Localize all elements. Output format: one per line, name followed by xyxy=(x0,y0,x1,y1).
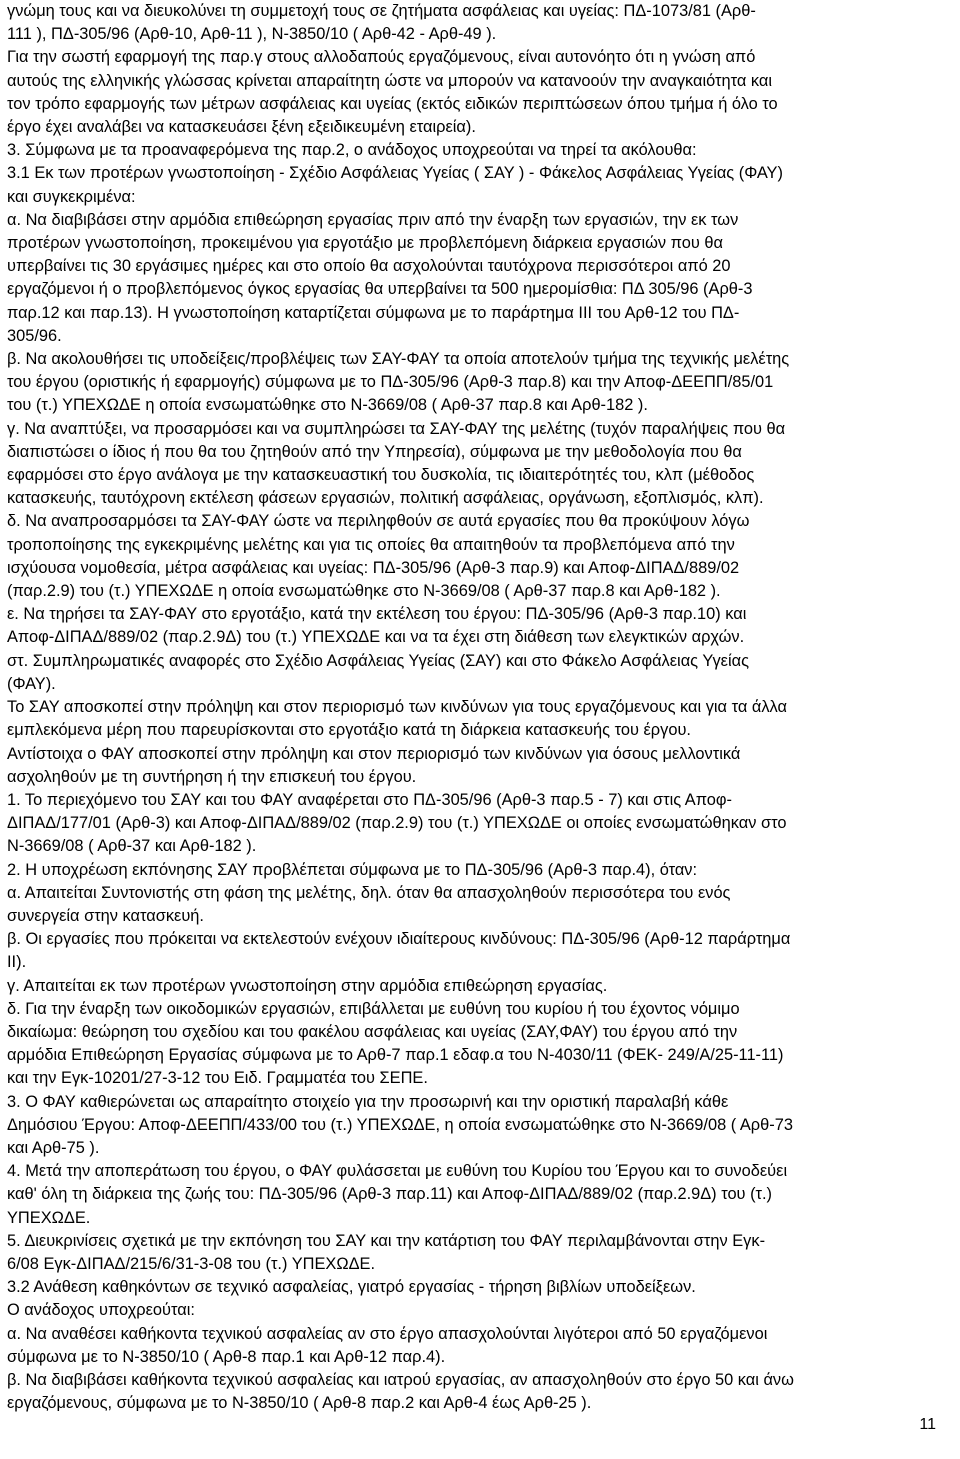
text-line: γνώμη τους και να διευκολύνει τη συμμετοχή τους σε ζητήματα ασφάλειας και υγείας: ΠΔ-1073/81 (Αρθ- xyxy=(7,2,756,20)
text-line: 3. Σύμφωνα με τα προαναφερόμενα της παρ.2, ο ανάδοχος υποχρεούται να τηρεί τα ακόλουθα: xyxy=(7,141,697,160)
text-line: γ. Να αναπτύξει, να προσαρμόσει και να συμπληρώσει τα ΣΑΥ-ΦΑΥ της μελέτης (τυχόν παραλήψεις που θα xyxy=(7,419,786,438)
text-line: 111 ), ΠΔ-305/96 (Αρθ-10, Αρθ-11 ), Ν-3850/10 ( Αρθ-42 - Αρθ-49 ). xyxy=(7,25,497,44)
text-line: Αποφ-ΔΙΠΑΔ/889/02 (παρ.2.9Δ) του (τ.) ΥΠΕΧΩΔΕ και να τα έχει στη διάθεση των ελεγκτικών αρχών. xyxy=(7,628,745,647)
text-line: ΙΙ). xyxy=(7,953,27,972)
text-line: Ο ανάδοχος υποχρεούται: xyxy=(7,1301,195,1320)
text-line: και την Εγκ-10201/27-3-12 του Ειδ. Γραμματέα του ΣΕΠΕ. xyxy=(7,1069,428,1088)
text-line: α. Να αναθέσει καθήκοντα τεχνικού ασφαλείας αν στο έργο απασχολούνται λιγότεροι από 50 εργαζόμενοι xyxy=(7,1324,768,1343)
text-line: διαπιστώσει ο ίδιος ή που θα του ζητηθούν από την Υπηρεσία), σύμφωνα με την μεθοδολογία που θα xyxy=(7,442,742,461)
text-line: 4. Μετά την αποπεράτωση του έργου, ο ΦΑΥ φυλάσσεται με ευθύνη του Κυρίου του Έργου και το συνοδεύει xyxy=(7,1162,788,1181)
text-line: εφαρμόσει στο έργο ανάλογα με την κατασκευαστική του δυσκολία, τις ιδιαιτερότητές του, κλπ (μέθοδος xyxy=(7,466,755,485)
text-line: σύμφωνα με το Ν-3850/10 ( Αρθ-8 παρ.1 και Αρθ-12 παρ.4). xyxy=(7,1347,446,1366)
text-line: ΥΠΕΧΩΔΕ. xyxy=(7,1208,91,1227)
text-line: υπερβαίνει τις 30 εργάσιμες ημέρες και στο οποίο θα ασχολούνται ταυτόχρονα περισσότεροι από 20 xyxy=(7,257,731,276)
text-line: β. Οι εργασίες που πρόκειται να εκτελεστούν ενέχουν ιδιαίτερους κινδύνους: ΠΔ-305/96 (Αρθ-12 παράρτημα xyxy=(7,930,791,949)
text-line: εργαζόμενοι ή ο προβλεπόμενος όγκος εργασίας θα υπερβαίνει τα 500 ημερομίσθια: ΠΔ 305/96 (Αρθ-3 xyxy=(7,280,753,299)
text-line: γ. Απαιτείται εκ των προτέρων γνωστοποίηση στην αρμόδια επιθεώρηση εργασίας. xyxy=(7,976,608,995)
text-line: Δημόσιου Έργου: Αποφ-ΔΕΕΠΠ/433/00 του (τ.) ΥΠΕΧΩΔΕ, η οποία ενσωματώθηκε στο Ν-3669/08 ( Αρθ-73 xyxy=(7,1115,793,1134)
text-line: 6/08 Εγκ-ΔΙΠΑΔ/215/6/31-3-08 του (τ.) ΥΠΕΧΩΔΕ. xyxy=(7,1254,376,1273)
text-line: αρμόδια Επιθεώρηση Εργασίας σύμφωνα με το Αρθ-7 παρ.1 εδαφ.α του Ν-4030/11 (ΦΕΚ- 249/Α/25-11-11) xyxy=(7,1046,784,1065)
text-line: δ. Για την έναρξη των οικοδομικών εργασιών, επιβάλλεται με ευθύνη του κυρίου ή του έχοντος νόμιμο xyxy=(7,999,740,1018)
text-line: του (τ.) ΥΠΕΧΩΔΕ η οποία ενσωματώθηκε στο Ν-3669/08 ( Αρθ-37 παρ.8 και Αρθ-182 ). xyxy=(7,396,648,415)
text-line: συνεργεία στην κατασκευή. xyxy=(7,906,204,925)
text-line: Το ΣΑΥ αποσκοπεί στην πρόληψη και στον περιορισμό των κινδύνων για τους εργαζόμενους και για τα άλλα xyxy=(7,698,787,717)
text-line: κατασκευής, ταυτόχρονη εκτέλεση φάσεων εργασιών, πολιτική ασφάλειας, οργάνωση, εξοπλισμός, κλπ). xyxy=(7,489,764,508)
text-line: 305/96. xyxy=(7,326,62,345)
text-line: στ. Συμπληρωματικές αναφορές στο Σχέδιο Ασφάλειας Υγείας (ΣΑΥ) και στο Φάκελο Ασφάλειας Υγείας xyxy=(7,651,750,670)
text-line: Για την σωστή εφαρμογή της παρ.γ στους αλλοδαπούς εργαζόμενους, είναι αυτονόητο ότι η γνώση από xyxy=(7,48,756,67)
text-line: (ΦΑΥ). xyxy=(7,674,56,693)
text-line: (παρ.2.9) του (τ.) ΥΠΕΧΩΔΕ η οποία ενσωματώθηκε στο Ν-3669/08 ( Αρθ-37 παρ.8 και Αρθ-182 ). xyxy=(7,582,721,601)
text-line: ΔΙΠΑΔ/177/01 (Αρθ-3) και Αποφ-ΔΙΠΑΔ/889/02 (παρ.2.9) του (τ.) ΥΠΕΧΩΔΕ οι οποίες ενσωματώθηκαν στο xyxy=(7,814,787,833)
text-line: προτέρων γνωστοποίηση, προκειμένου για εργοτάξιο με προβλεπόμενη διάρκεια εργασιών που θα xyxy=(7,234,723,253)
page-number: 11 xyxy=(919,1416,936,1433)
text-line: ε. Να τηρήσει τα ΣΑΥ-ΦΑΥ στο εργοτάξιο, κατά την εκτέλεση του έργου: ΠΔ-305/96 (Αρθ-3 παρ.10) και xyxy=(7,605,747,624)
text-line: α. Απαιτείται Συντονιστής στη φάση της μελέτης, δηλ. όταν θα απασχοληθούν περισσότερα του ενός xyxy=(7,883,731,902)
document-body xyxy=(7,0,953,1415)
text-line: β. Να ακολουθήσει τις υποδείξεις/προβλέψεις των ΣΑΥ-ΦΑΥ τα οποία αποτελούν τμήμα της τεχνικής μελέτης xyxy=(7,350,790,369)
text-line: εργαζόμενους, σύμφωνα με το Ν-3850/10 ( Αρθ-8 παρ.2 και Αρθ-4 έως Αρθ-25 ). xyxy=(7,1394,592,1413)
text-line: έργο έχει αναλάβει να κατασκευάσει ξένη εξειδικευμένη εταιρεία). xyxy=(7,118,476,137)
text-line: τροποποίησης της εγκεκριμένης μελέτης και για τις οποίες θα απαιτηθούν τα προβλεπόμενα από την xyxy=(7,535,735,554)
text-line: εμπλεκόμενα μέρη που παρευρίσκονται στο εργοτάξιο κατά τη διάρκεια κατασκευής του έργου. xyxy=(7,721,691,740)
text-line: δ. Να αναπροσαρμόσει τα ΣΑΥ-ΦΑΥ ώστε να περιληφθούν σε αυτά εργασίες που θα προκύψουν λόγω xyxy=(7,512,750,531)
text-line: 3. Ο ΦΑΥ καθιερώνεται ως απαραίτητο στοιχείο για την προσωρινή και την οριστική παραλαβή κάθε xyxy=(7,1092,729,1111)
text-line: αυτούς της ελληνικής γλώσσας κρίνεται απαραίτητη ώστε να μπορούν να κατανοούν την αναγκαιότητα και xyxy=(7,71,773,90)
text-line: ισχύουσα νομοθεσία, μέτρα ασφάλειας και υγείας: ΠΔ-305/96 (Αρθ-3 παρ.9) και Αποφ-ΔΙΠΑΔ/889/02 xyxy=(7,558,740,577)
text-line: Αντίστοιχα ο ΦΑΥ αποσκοπεί στην πρόληψη και στον περιορισμό των κινδύνων για όσους μελλοντικά xyxy=(7,744,741,763)
text-line: και Αρθ-75 ). xyxy=(7,1138,100,1157)
text-line: καθ' όλη τη διάρκεια της ζωής του: ΠΔ-305/96 (Αρθ-3 παρ.11) και Αποφ-ΔΙΠΑΔ/889/02 (παρ.2.9Δ) του (τ.) xyxy=(7,1185,773,1204)
text-line: 3.2 Ανάθεση καθηκόντων σε τεχνικό ασφαλείας, γιατρό εργασίας - τήρηση βιβλίων υποδείξεων. xyxy=(7,1278,696,1297)
text-line: 1. Το περιεχόμενο του ΣΑΥ και του ΦΑΥ αναφέρεται στο ΠΔ-305/96 (Αρθ-3 παρ.5 - 7) και στις Αποφ- xyxy=(7,790,732,809)
text-line: 5. Διευκρινίσεις σχετικά με την εκπόνηση του ΣΑΥ και την κατάρτιση του ΦΑΥ περιλαμβάνονται στην Εγκ- xyxy=(7,1231,766,1250)
text-line: 2. Η υποχρέωση εκπόνησης ΣΑΥ προβλέπεται σύμφωνα με το ΠΔ-305/96 (Αρθ-3 παρ.4), όταν: xyxy=(7,860,698,879)
text-line: του έργου (οριστικής ή εφαρμογής) σύμφωνα με το ΠΔ-305/96 (Αρθ-3 παρ.8) και την Αποφ-ΔΕΕΠΠ/85/01 xyxy=(7,373,774,392)
text-line: ασχοληθούν με τη συντήρηση ή την επισκευή του έργου. xyxy=(7,767,417,786)
text-line: δικαίωμα: θεώρηση του σχεδίου και του φακέλου ασφάλειας και υγείας (ΣΑΥ,ΦΑΥ) του έργου από την xyxy=(7,1022,738,1041)
text-line: και συγκεκριμένα: xyxy=(7,187,136,206)
text-line: τον τρόπο εφαρμογής των μέτρων ασφάλειας και υγείας (εκτός ειδικών περιπτώσεων όπου τμήμα ή όλο το xyxy=(7,94,778,113)
text-line: 3.1 Εκ των προτέρων γνωστοποίηση - Σχέδιο Ασφάλειας Υγείας ( ΣΑΥ ) - Φάκελος Ασφάλειας Υγείας (ΦΑΥ) xyxy=(7,164,783,183)
text-line: Ν-3669/08 ( Αρθ-37 και Αρθ-182 ). xyxy=(7,837,257,856)
text-line: β. Να διαβιβάσει καθήκοντα τεχνικού ασφαλείας και ιατρού εργασίας, αν απασχοληθούν στο έργο 50 και άνω xyxy=(7,1370,794,1389)
text-line: παρ.12 και παρ.13). Η γνωστοποίηση καταρτίζεται σύμφωνα με το παράρτημα ΙΙΙ του Αρθ-12 του ΠΔ- xyxy=(7,303,740,322)
text-line: α. Να διαβιβάσει στην αρμόδια επιθεώρηση εργασίας πριν από την έναρξη των εργασιών, την εκ των xyxy=(7,210,739,229)
